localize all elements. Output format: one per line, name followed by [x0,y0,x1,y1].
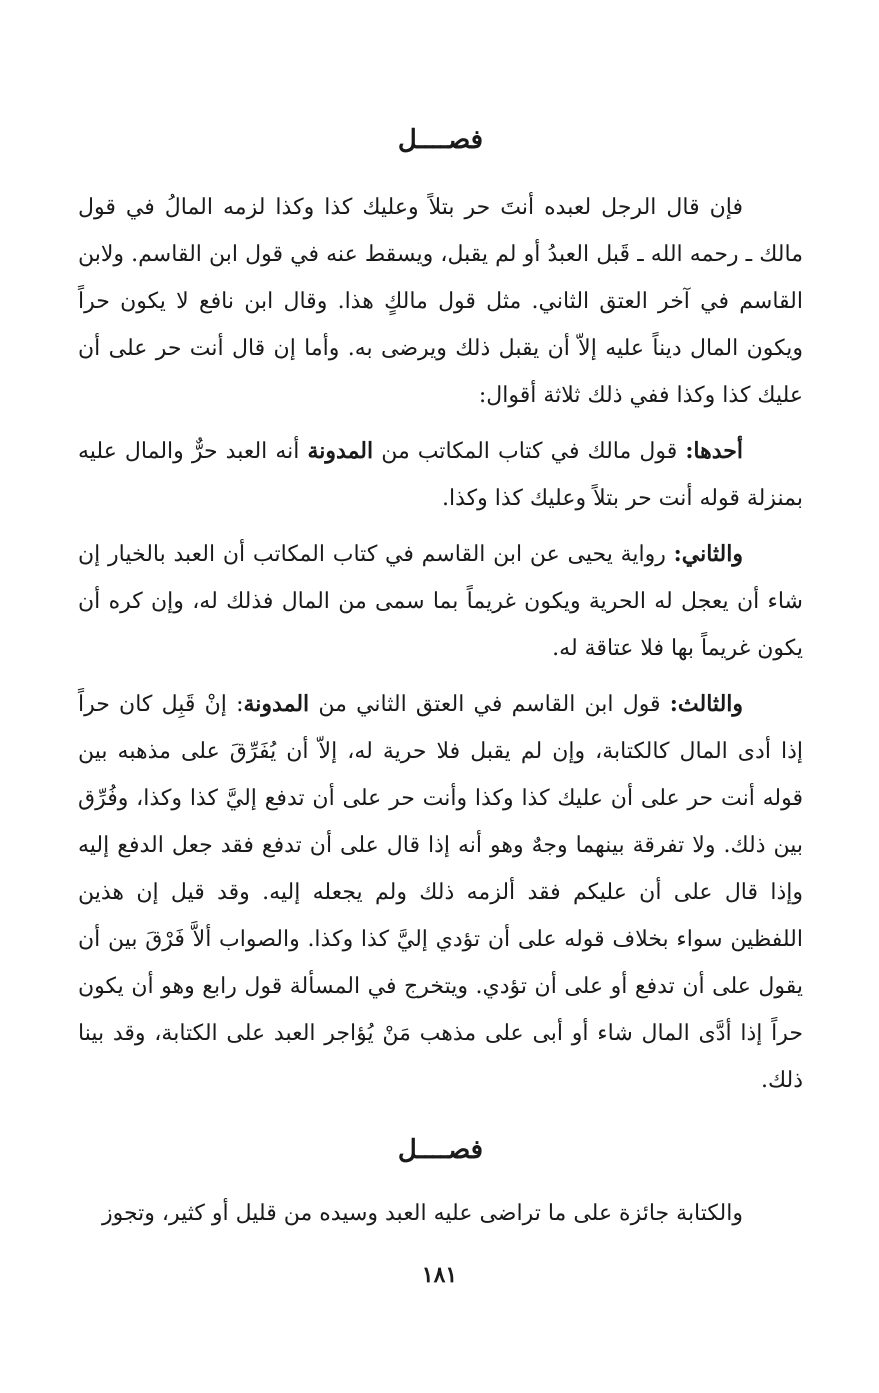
closing-paragraph: والكتابة جائزة على ما تراضى عليه العبد وسيده من قليل أو كثير، وتجوز [101,1201,743,1226]
opinion-first-source: المدونة [307,438,374,464]
opinion-third-text-a: قول ابن القاسم في العتق الثاني من [309,692,670,717]
opinion-second-text: رواية يحيى عن ابن القاسم في كتاب المكاتب أن العبد بالخيار إن شاء أن يعجل له الحرية ويكون غريماً بما سمى من المال فذلك له، وإن كره أن يكون غريماً بها فلا عتاقة له. [78,542,803,661]
opinion-third-label: والثالث: [669,691,744,717]
section-heading-second: فصــــل [397,1135,484,1165]
opinion-third-text-b: : إنْ قَبِل كان حراً إذا أدى المال كالكتابة، وإن لم يقبل فلا حرية له، إلاّ أن يُفَرِّقَ على مذهبه بين قوله أنت حر على أن عليك كذا وكذا وأنت حر على أن تدفع إليَّ كذا وكذا، وفُرِّق بين ذلك. ولا تفرقة بينهما وجهٌ وهو أنه إذا قال على أن تدفع فقد جعل الدفع إليه وإذا قال على أن عليكم فقد ألزمه ذلك ولم يجعله إليه. وقد قيل إن هذين اللفظين سواء بخلاف قوله على أن تؤدي إليَّ كذا وكذا. والصواب ألاَّ فَرْقَ بين أن يقول على أن تدفع أو على أن تؤدي. ويتخرج في المسألة قول رابع وهو أن يكون حراً إذا أدَّى المال شاء أو أبى على مذهب مَنْ يُؤاجر العبد على الكتابة، وقد بينا ذلك. [78,692,804,1093]
opinion-second-paragraph [78,531,803,672]
intro-paragraph: فإن قال الرجل لعبده أنتَ حر بتلاً وعليك كذا وكذا لزمه المالُ في قول مالك ـ رحمه الله ـ قَبل العبدُ أو لم يقبل، ويسقط عنه في قول ابن القاسم. ولابن القاسم في آخر العتق الثاني. مثل قول مالكٍ هذا. وقال ابن نافع لا يكون حراً ويكون المال ديناً عليه إلاّ أن يقبل ذلك ويرضى به. وأما إن قال أنت حر على أن عليك كذا وكذا ففي ذلك ثلاثة أقوال: [78,195,803,408]
opinion-first-text-a: قول مالك في كتاب المكاتب من [373,439,686,464]
opinion-first-paragraph [78,428,803,522]
opinion-first-label: أحدها: [685,438,743,464]
opinion-first-text-b: أنه العبد حرٌّ والمال عليه بمنزلة قوله أنت حر بتلاً وعليك كذا وكذا. [78,439,803,511]
page-body [78,120,803,1246]
opinion-third-source: المدونة [243,691,310,717]
opinion-second-label: والثاني: [673,541,743,567]
opinion-third-paragraph [78,681,803,1104]
page-number: ١٨١ [421,1262,458,1288]
section-heading: فصــــل [397,125,484,155]
